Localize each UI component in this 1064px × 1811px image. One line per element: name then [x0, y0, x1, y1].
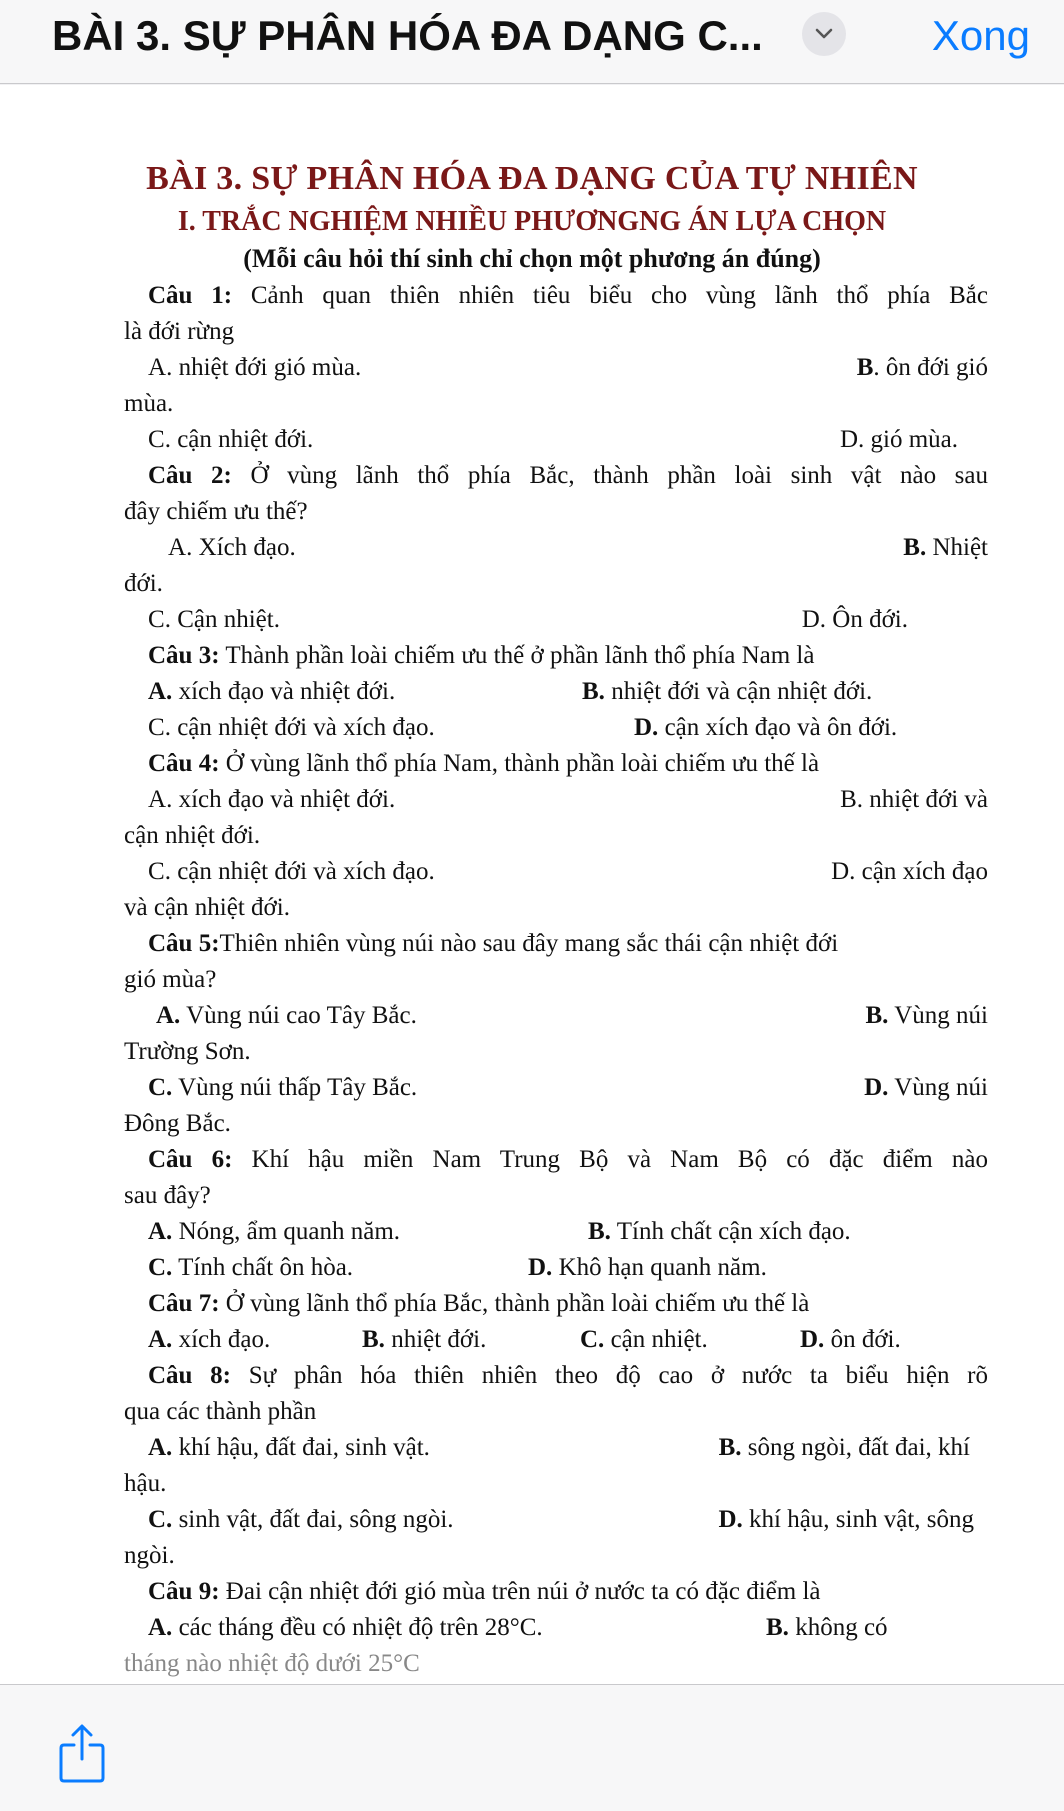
section-heading: I. TRẮC NGHIỆM NHIỀU PHƯƠNGNG ÁN LỰA CHỌN: [177, 206, 887, 237]
q2-option-b[interactable]: B. Nhiệt: [903, 534, 988, 561]
share-button[interactable]: [56, 1723, 108, 1783]
q7-option-c[interactable]: C. cận nhiệt.: [580, 1326, 708, 1353]
question-5-cont: gió mùa?: [124, 966, 217, 993]
q4-option-d[interactable]: D. cận xích đạo: [831, 858, 988, 885]
q4-options-cd: [124, 854, 988, 890]
q3-options-cd: [124, 710, 988, 746]
question-4: Câu 4: Ở vùng lãnh thổ phía Nam, thành phần loài chiếm ưu thế là: [148, 750, 820, 777]
question-1-cont: là đới rừng: [124, 318, 235, 345]
question-1: Câu 1: Cảnh quan thiên nhiên tiêu biểu cho vùng lãnh thổ phía Bắc: [148, 282, 988, 309]
q4-option-b-cont: cận nhiệt đới.: [124, 822, 261, 849]
q5-option-c[interactable]: C. Vùng núi thấp Tây Bắc.: [148, 1074, 418, 1101]
q3-options-ab: [124, 674, 988, 710]
q7-option-a[interactable]: A. xích đạo.: [148, 1326, 271, 1353]
document-title[interactable]: BÀI 3. SỰ PHÂN HÓA ĐA DẠNG C...: [52, 12, 763, 59]
question-7: Câu 7: Ở vùng lãnh thổ phía Bắc, thành phần loài chiếm ưu thế là: [148, 1290, 810, 1317]
question-5: Câu 5:Thiên nhiên vùng núi nào sau đây mang sắc thái cận nhiệt đới: [148, 930, 839, 957]
q8-option-a[interactable]: A. khí hậu, đất đai, sinh vật.: [148, 1434, 430, 1461]
q8-options-ab: [124, 1430, 988, 1466]
q8-option-d[interactable]: D. khí hậu, sinh vật, sông: [718, 1506, 974, 1533]
q3-option-a[interactable]: A. xích đạo và nhiệt đới.: [148, 678, 396, 705]
q5-option-b-cont: Trường Sơn.: [124, 1038, 251, 1065]
q6-option-d[interactable]: D. Khô hạn quanh năm.: [528, 1254, 767, 1281]
q7-options: [124, 1322, 988, 1358]
q4-option-c[interactable]: C. cận nhiệt đới và xích đạo.: [148, 858, 435, 885]
share-icon: [56, 1723, 108, 1783]
question-2-cont: đây chiếm ưu thế?: [124, 498, 308, 525]
q8-options-cd: [124, 1502, 988, 1538]
q5-option-a[interactable]: A. Vùng núi cao Tây Bắc.: [156, 1002, 417, 1029]
question-8-cont: qua các thành phần: [124, 1398, 317, 1425]
q4-options-ab: [124, 782, 988, 818]
q1-option-d[interactable]: D. gió mùa.: [839, 426, 958, 453]
q8-option-b[interactable]: B. sông ngòi, đất đai, khí: [718, 1434, 970, 1461]
question-2: Câu 2: Ở vùng lãnh thổ phía Bắc, thành phần loài sinh vật nào sau: [148, 462, 988, 489]
title-menu-button[interactable]: [802, 12, 846, 56]
q9-option-b[interactable]: B. không có: [766, 1614, 888, 1641]
q6-option-c[interactable]: C. Tính chất ôn hòa.: [148, 1254, 354, 1281]
top-navigation-bar: [0, 0, 1064, 84]
q8-option-b-cont: hậu.: [124, 1470, 167, 1497]
q7-option-d[interactable]: D. ôn đới.: [800, 1326, 901, 1353]
q5-option-d[interactable]: D. Vùng núi: [864, 1074, 988, 1101]
doc-title: BÀI 3. SỰ PHÂN HÓA ĐA DẠNG CỦA TỰ NHIÊN: [146, 160, 918, 197]
question-6: Câu 6: Khí hậu miền Nam Trung Bộ và Nam Bộ có đặc điểm nào: [148, 1146, 988, 1173]
done-button[interactable]: Xong: [931, 12, 1030, 59]
q9-option-b-cont: tháng nào nhiệt độ dưới 25°C: [124, 1650, 420, 1677]
q1-options-ab: [124, 350, 988, 386]
question-6-cont: sau đây?: [124, 1182, 211, 1209]
q4-option-d-cont: và cận nhiệt đới.: [124, 894, 290, 921]
q7-option-b[interactable]: B. nhiệt đới.: [362, 1326, 487, 1353]
q6-options-cd: [124, 1250, 988, 1286]
q8-option-c[interactable]: C. sinh vật, đất đai, sông ngòi.: [148, 1506, 454, 1533]
q2-option-a[interactable]: A. Xích đạo.: [168, 534, 296, 561]
q3-option-c[interactable]: C. cận nhiệt đới và xích đạo.: [148, 714, 435, 741]
q5-option-d-cont: Đông Bắc.: [124, 1110, 231, 1137]
document-page: [0, 85, 1064, 1685]
q1-option-c[interactable]: C. cận nhiệt đới.: [148, 426, 314, 453]
q5-options-cd: [124, 1070, 988, 1106]
q3-option-d[interactable]: D. cận xích đạo và ôn đới.: [634, 714, 898, 741]
q6-options-ab: [124, 1214, 988, 1250]
q4-option-b[interactable]: B. nhiệt đới và: [840, 786, 988, 813]
question-3: Câu 3: Thành phần loài chiếm ưu thế ở phần lãnh thổ phía Nam là: [148, 642, 815, 669]
q1-option-b[interactable]: B. ôn đới gió: [856, 354, 988, 381]
q3-option-b[interactable]: B. nhiệt đới và cận nhiệt đới.: [582, 678, 873, 705]
question-8: Câu 8: Sự phân hóa thiên nhiên theo độ cao ở nước ta biểu hiện rõ: [148, 1362, 988, 1389]
q1-options-cd: [124, 422, 988, 458]
q1-option-a[interactable]: A. nhiệt đới gió mùa.: [148, 354, 362, 381]
q4-option-a[interactable]: A. xích đạo và nhiệt đới.: [148, 786, 396, 813]
q6-option-a[interactable]: A. Nóng, ẩm quanh năm.: [148, 1218, 401, 1245]
instruction: (Mỗi câu hỏi thí sinh chỉ chọn một phương án đúng): [243, 244, 821, 273]
q9-options-ab: [124, 1610, 988, 1646]
q6-option-b[interactable]: B. Tính chất cận xích đạo.: [588, 1218, 851, 1245]
bottom-toolbar: [0, 1684, 1064, 1811]
q2-options-cd: [124, 602, 988, 638]
q5-options-ab: [124, 998, 988, 1034]
question-9: Câu 9: Đai cận nhiệt đới gió mùa trên núi ở nước ta có đặc điểm là: [148, 1578, 821, 1605]
q2-option-d[interactable]: D. Ôn đới.: [801, 606, 908, 633]
q9-option-a[interactable]: A. các tháng đều có nhiệt độ trên 28°C.: [148, 1614, 543, 1641]
q2-option-b-cont: đới.: [124, 570, 163, 597]
q8-option-d-cont: ngòi.: [124, 1542, 175, 1569]
q5-option-b[interactable]: B. Vùng núi: [865, 1002, 988, 1029]
chevron-down-icon: [813, 24, 835, 44]
q2-options-ab: [124, 530, 988, 566]
q2-option-c[interactable]: C. Cận nhiệt.: [148, 606, 280, 633]
q1-option-b-cont: mùa.: [124, 390, 174, 417]
